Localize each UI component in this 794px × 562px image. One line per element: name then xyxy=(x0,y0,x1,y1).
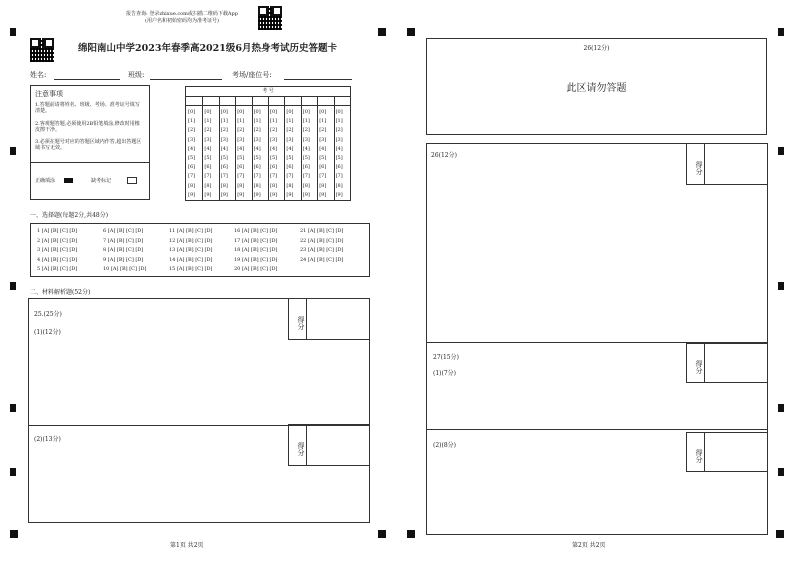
exam-id-bubble[interactable]: [8] xyxy=(220,182,228,189)
no-answer-area xyxy=(426,38,767,135)
exam-id-bubble[interactable]: [2] xyxy=(286,127,294,134)
timing-mark xyxy=(778,468,784,476)
answer-area-26-27[interactable] xyxy=(426,143,768,535)
exam-id-bubble[interactable]: [4] xyxy=(335,145,343,152)
exam-id-bubble[interactable]: [8] xyxy=(204,182,212,189)
exam-id-bubble[interactable]: [0] xyxy=(270,109,278,115)
exam-id-bubble[interactable]: [7] xyxy=(188,173,196,180)
timing-mark xyxy=(10,404,16,412)
page-number: 第1页 共2页 xyxy=(170,542,204,549)
timing-mark xyxy=(10,530,18,538)
timing-mark xyxy=(407,530,415,538)
correct-fill-label: 正确填涂 xyxy=(35,178,56,184)
report-query-text: 报告查询: 登录zhixue.com或扫描二维码下载App xyxy=(126,11,238,17)
exam-id-bubble[interactable]: [3] xyxy=(286,136,294,143)
score-box[interactable] xyxy=(288,424,370,466)
exam-id-bubble[interactable]: [2] xyxy=(302,127,310,134)
exam-id-bubble[interactable]: [5] xyxy=(237,155,245,161)
exam-id-bubble[interactable]: [8] xyxy=(237,182,245,189)
exam-id-bubble[interactable]: [9] xyxy=(286,191,294,198)
exam-id-bubble[interactable]: [3] xyxy=(302,136,310,143)
question-25-1-label: (1)(12分) xyxy=(34,329,61,336)
timing-mark xyxy=(378,28,386,36)
exam-id-bubble[interactable]: [3] xyxy=(220,136,228,143)
exam-id-bubble[interactable]: [3] xyxy=(253,136,261,143)
exam-id-bubble[interactable]: [0] xyxy=(204,109,212,115)
absent-mark-label: 缺考标记 xyxy=(91,178,112,184)
exam-id-bubble[interactable]: [7] xyxy=(319,173,327,180)
exam-id-bubble[interactable]: [9] xyxy=(319,191,327,198)
exam-id-bubble[interactable]: [5] xyxy=(188,155,196,161)
class-label: 班级: xyxy=(128,71,145,79)
choice-question[interactable]: 7 [A] [B] [C] [D] xyxy=(103,237,144,244)
exam-id-bubble[interactable]: [4] xyxy=(302,145,310,152)
exam-id-bubble[interactable]: [2] xyxy=(204,127,212,134)
exam-id-bubble[interactable]: [1] xyxy=(220,118,228,125)
exam-id-bubble[interactable]: [8] xyxy=(270,182,278,189)
exam-id-bubble[interactable]: [8] xyxy=(188,182,196,189)
exam-id-bubble[interactable]: [3] xyxy=(237,136,245,143)
notice-box xyxy=(30,85,150,200)
exam-id-bubble[interactable]: [5] xyxy=(270,155,278,161)
exam-id-bubble[interactable]: [0] xyxy=(237,109,245,115)
exam-id-bubble[interactable]: [9] xyxy=(220,191,228,198)
exam-id-bubble[interactable]: [0] xyxy=(286,109,294,115)
question-25-label: 25.(25分) xyxy=(34,311,62,318)
choice-question[interactable]: 22 [A] [B] [C] [D] xyxy=(300,237,344,244)
exam-id-bubble[interactable]: [6] xyxy=(335,164,343,171)
exam-id-bubble[interactable]: [6] xyxy=(302,164,310,171)
choice-question[interactable]: 21 [A] [B] [C] [D] xyxy=(300,228,344,234)
choice-question[interactable]: 11 [A] [B] [C] [D] xyxy=(169,228,213,234)
question-26-top-label: 26(12分) xyxy=(583,45,610,52)
exam-id-bubble[interactable]: [3] xyxy=(188,136,196,143)
exam-id-bubble[interactable]: [7] xyxy=(270,173,278,180)
exam-id-bubble[interactable]: [1] xyxy=(237,118,245,125)
score-box[interactable] xyxy=(288,298,370,340)
name-field[interactable] xyxy=(54,79,120,80)
exam-id-bubble[interactable]: [2] xyxy=(220,127,228,134)
exam-id-bubble[interactable]: [5] xyxy=(253,155,261,161)
exam-id-bubble[interactable]: [0] xyxy=(220,109,228,115)
page-title: 绵阳南山中学2023年春季高2021级6月热身考试历史答题卡 xyxy=(78,43,337,54)
exam-id-bubble[interactable]: [3] xyxy=(335,136,343,143)
qr-code-icon xyxy=(30,38,54,62)
exam-id-bubble[interactable]: [7] xyxy=(220,173,228,180)
exam-id-bubble[interactable]: [1] xyxy=(335,118,343,125)
exam-id-bubble[interactable]: [6] xyxy=(253,164,261,171)
notice-title: 注意事项 xyxy=(35,90,63,98)
question-27-label: 27(15分) xyxy=(433,354,459,361)
exam-id-bubble[interactable]: [4] xyxy=(220,145,228,152)
exam-id-bubble[interactable]: [2] xyxy=(188,127,196,134)
exam-id-bubble[interactable]: [1] xyxy=(302,118,310,125)
choice-question[interactable]: 16 [A] [B] [C] [D] xyxy=(234,228,278,234)
exam-id-bubble[interactable]: [8] xyxy=(319,182,327,189)
exam-id-bubble[interactable]: [1] xyxy=(253,118,261,125)
score-label: 得分 xyxy=(687,144,705,184)
exam-id-bubble[interactable]: [0] xyxy=(319,109,327,115)
timing-mark xyxy=(407,28,415,36)
score-label: 得分 xyxy=(289,425,307,465)
score-box[interactable] xyxy=(686,143,768,185)
exam-id-bubble[interactable]: [9] xyxy=(253,191,261,198)
question-27-2-label: (2)(8分) xyxy=(433,442,456,449)
exam-id-bubble[interactable]: [3] xyxy=(319,136,327,143)
exam-id-bubble[interactable]: [5] xyxy=(204,155,212,161)
no-answer-text: 此区请勿答题 xyxy=(566,83,627,94)
timing-mark xyxy=(776,530,784,538)
timing-mark xyxy=(10,282,16,290)
exam-id-bubble[interactable]: [1] xyxy=(204,118,212,125)
exam-id-bubble[interactable]: [4] xyxy=(237,145,245,152)
choice-question[interactable]: 6 [A] [B] [C] [D] xyxy=(103,228,144,234)
exam-id-bubble[interactable]: [0] xyxy=(188,109,196,115)
timing-mark xyxy=(778,282,784,290)
exam-id-bubble[interactable]: [4] xyxy=(270,145,278,152)
filled-mark-icon xyxy=(64,178,73,183)
exam-id-bubble[interactable]: [9] xyxy=(302,191,310,198)
exam-id-bubble[interactable]: [0] xyxy=(335,109,343,115)
exam-id-bubble[interactable]: [2] xyxy=(319,127,327,134)
exam-id-bubble[interactable]: [6] xyxy=(270,164,278,171)
exam-id-bubble[interactable]: [1] xyxy=(286,118,294,125)
exam-id-bubble[interactable]: [7] xyxy=(237,173,245,180)
question-25-2-label: (2)(13分) xyxy=(34,436,61,443)
choice-question[interactable]: 5 [A] [B] [C] [D] xyxy=(37,266,78,272)
exam-id-bubble[interactable]: [0] xyxy=(302,109,310,115)
choice-box xyxy=(30,223,370,277)
exam-id-bubble[interactable]: [5] xyxy=(335,155,343,161)
exam-id-bubble[interactable]: [1] xyxy=(270,118,278,125)
exam-id-bubble[interactable]: [2] xyxy=(237,127,245,134)
exam-id-bubble[interactable]: [6] xyxy=(286,164,294,171)
choice-question[interactable]: 13 [A] [B] [C] [D] xyxy=(169,247,213,253)
exam-id-bubble[interactable]: [1] xyxy=(319,118,327,125)
question-27-1-label: (1)(7分) xyxy=(433,370,456,377)
exam-id-bubble[interactable]: [1] xyxy=(188,118,196,125)
section-material-title: 二、材料解析题(52分) xyxy=(30,289,91,296)
exam-id-bubble[interactable]: [7] xyxy=(204,173,212,180)
exam-id-bubble[interactable]: [8] xyxy=(286,182,294,189)
exam-id-bubble[interactable]: [9] xyxy=(204,191,212,198)
exam-id-bubble[interactable]: [8] xyxy=(253,182,261,189)
choice-question[interactable]: 4 [A] [B] [C] [D] xyxy=(37,256,78,263)
choice-question[interactable]: 18 [A] [B] [C] [D] xyxy=(234,247,278,253)
choice-question[interactable]: 2 [A] [B] [C] [D] xyxy=(37,237,78,244)
exam-id-bubble[interactable]: [8] xyxy=(335,182,343,189)
choice-question[interactable]: 3 [A] [B] [C] [D] xyxy=(37,247,78,253)
choice-question[interactable]: 8 [A] [B] [C] [D] xyxy=(103,247,144,253)
class-field[interactable] xyxy=(150,79,222,80)
section-choice-title: 一、选择题(每题2分,共48分) xyxy=(30,212,109,219)
exam-id-bubble[interactable]: [6] xyxy=(204,164,212,171)
timing-mark xyxy=(778,28,784,36)
exam-id-bubble[interactable]: [9] xyxy=(270,191,278,198)
exam-id-bubble[interactable]: [7] xyxy=(302,173,310,180)
choice-question[interactable]: 17 [A] [B] [C] [D] xyxy=(234,237,278,244)
exam-id-bubble[interactable]: [4] xyxy=(204,145,212,152)
name-label: 姓名: xyxy=(30,71,47,79)
score-label: 得分 xyxy=(687,433,705,471)
timing-mark xyxy=(378,530,386,538)
question-26-label: 26(12分) xyxy=(431,152,457,159)
exam-id-bubble[interactable]: [2] xyxy=(270,127,278,134)
exam-id-box xyxy=(185,86,351,201)
timing-mark xyxy=(10,468,16,476)
choice-question[interactable]: 12 [A] [B] [C] [D] xyxy=(169,237,213,244)
score-label: 得分 xyxy=(687,344,705,382)
exam-id-bubble[interactable]: [7] xyxy=(335,173,343,180)
notice-item: 3.必须在题号对应的答题区域内作答,超出答题区域书写无效。 xyxy=(35,139,142,151)
absent-mark-checkbox[interactable] xyxy=(127,177,137,184)
exam-id-bubble[interactable]: [2] xyxy=(335,127,343,134)
exam-id-bubble[interactable]: [6] xyxy=(188,164,196,171)
exam-id-bubble[interactable]: [6] xyxy=(237,164,245,171)
page-number: 第2页 共2页 xyxy=(572,542,606,549)
choice-question[interactable]: 10 [A] [B] [C] [D] xyxy=(103,266,147,272)
choice-question[interactable]: 1 [A] [B] [C] [D] xyxy=(37,228,78,234)
login-hint-text: (用户名和初始密码均为准考证号) xyxy=(145,18,219,24)
choice-question[interactable]: 15 [A] [B] [C] [D] xyxy=(169,266,213,272)
exam-id-bubble[interactable]: [0] xyxy=(253,109,261,115)
exam-id-bubble[interactable]: [5] xyxy=(220,155,228,161)
score-label: 得分 xyxy=(289,299,307,339)
exam-id-bubble[interactable]: [2] xyxy=(253,127,261,134)
score-box[interactable] xyxy=(686,343,768,383)
exam-id-bubble[interactable]: [5] xyxy=(319,155,327,161)
exam-id-bubble[interactable]: [9] xyxy=(237,191,245,198)
score-box[interactable] xyxy=(686,432,768,472)
exam-id-bubble[interactable]: [4] xyxy=(188,145,196,152)
notice-item: 2.客观题答题,必须使用2B铅笔填涂,修改时用橡皮擦干净。 xyxy=(35,121,140,133)
exam-id-bubble[interactable]: [5] xyxy=(286,155,294,161)
exam-id-bubble[interactable]: [4] xyxy=(319,145,327,152)
choice-question[interactable]: 23 [A] [B] [C] [D] xyxy=(300,247,344,253)
exam-id-bubble[interactable]: [5] xyxy=(302,155,310,161)
exam-id-bubble[interactable]: [6] xyxy=(319,164,327,171)
choice-question[interactable]: 20 [A] [B] [C] [D] xyxy=(234,266,278,272)
timing-mark xyxy=(10,147,16,155)
exam-id-bubble[interactable]: [3] xyxy=(204,136,212,143)
exam-id-bubble[interactable]: [4] xyxy=(286,145,294,152)
exam-id-bubble[interactable]: [8] xyxy=(302,182,310,189)
exam-id-bubble[interactable]: [9] xyxy=(335,191,343,198)
qr-code-icon xyxy=(258,6,282,30)
exam-id-title: 考 号 xyxy=(262,88,274,94)
exam-id-bubble[interactable]: [6] xyxy=(220,164,228,171)
exam-id-bubble[interactable]: [3] xyxy=(270,136,278,143)
choice-question[interactable]: 9 [A] [B] [C] [D] xyxy=(103,256,144,263)
timing-mark xyxy=(778,147,784,155)
notice-item: 1.答题前请将姓名、班级、考场、准考证号填写清楚。 xyxy=(35,102,140,114)
exam-id-bubble[interactable]: [9] xyxy=(188,191,196,198)
choice-question[interactable]: 14 [A] [B] [C] [D] xyxy=(169,256,213,263)
exam-id-bubble[interactable]: [7] xyxy=(253,173,261,180)
choice-question[interactable]: 24 [A] [B] [C] [D] xyxy=(300,256,344,263)
choice-question[interactable]: 19 [A] [B] [C] [D] xyxy=(234,256,278,263)
exam-id-bubble[interactable]: [4] xyxy=(253,145,261,152)
room-field[interactable] xyxy=(284,79,352,80)
timing-mark xyxy=(10,28,16,36)
timing-mark xyxy=(778,404,784,412)
room-label: 考场/座位号: xyxy=(232,71,272,79)
exam-id-bubble[interactable]: [7] xyxy=(286,173,294,180)
